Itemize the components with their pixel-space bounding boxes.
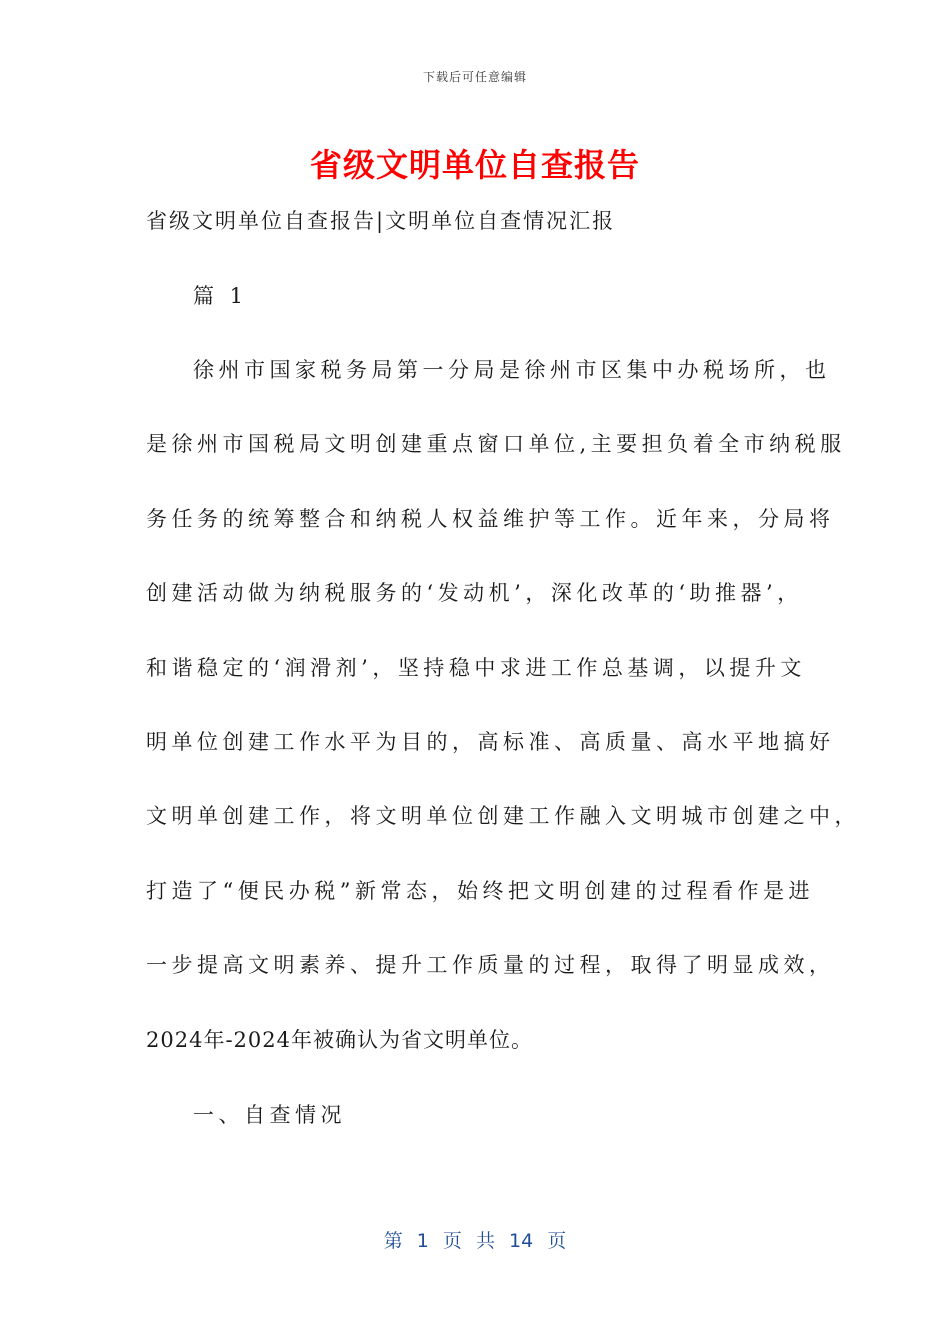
page-footer: 第 1 页 共 14 页 — [383, 1230, 567, 1252]
body-line: 徐州市国家税务局第一分局是徐州市区集中办税场所，也 — [193, 358, 831, 382]
body-line: 是徐州市国税局文明创建重点窗口单位,主要担负着全市纳税服 — [146, 432, 846, 456]
body-line: 文明单创建工作，将文明单位创建工作融入文明城市创建之中， — [146, 804, 860, 828]
body-line: 一步提高文明素养、提升工作质量的过程，取得了明显成效， — [146, 953, 835, 977]
header-note: 下载后可任意编辑 — [422, 70, 527, 84]
body-line: 2024年-2024年被确认为省文明单位。 — [146, 1028, 533, 1052]
body-line: 务任务的统筹整合和纳税人权益维护等工作。近年来，分局将 — [146, 507, 835, 531]
section-label: 篇 1 — [193, 284, 248, 308]
document-subtitle: 省级文明单位自查报告|文明单位自查情况汇报 — [146, 209, 616, 233]
body-line: 创建活动做为纳税服务的‘发动机’，深化改革的‘助推器’， — [146, 581, 803, 605]
body-line: 打造了“便民办税”新常态，始终把文明创建的过程看作是进 — [146, 879, 814, 903]
document-title: 省级文明单位自查报告 — [309, 146, 640, 184]
body-line: 和谐稳定的‘润滑剂’，坚持稳中求进工作总基调，以提升文 — [146, 656, 806, 680]
section-heading: 一、自查情况 — [193, 1103, 346, 1127]
body-line: 明单位创建工作水平为目的，高标准、高质量、高水平地搞好 — [146, 730, 835, 754]
